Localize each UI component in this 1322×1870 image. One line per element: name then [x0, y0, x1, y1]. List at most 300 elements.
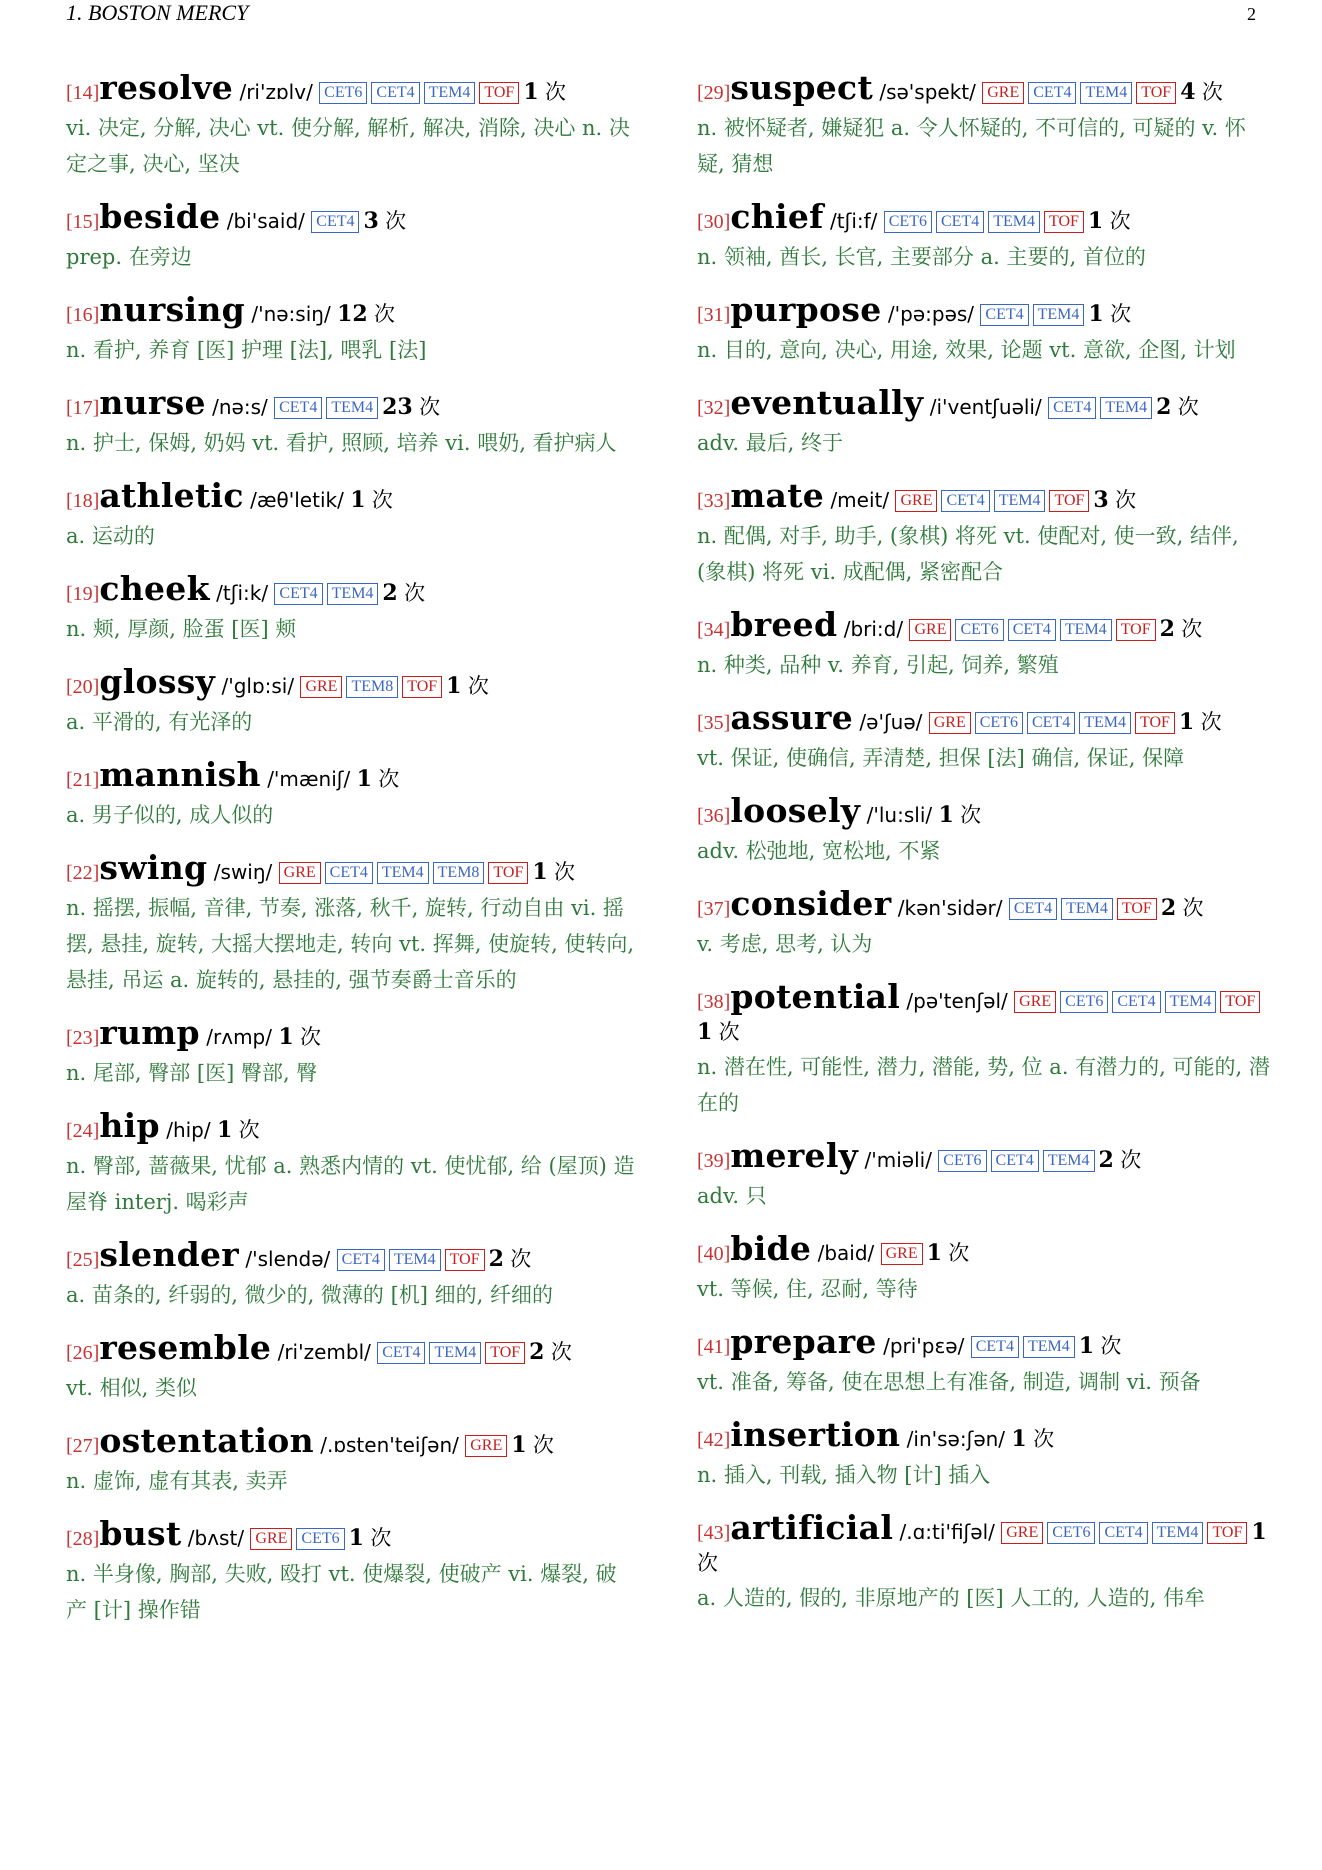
exam-tag: TOF: [1049, 490, 1089, 512]
headword-line: [697, 1322, 1270, 1362]
definition: n. 配偶, 对手, 助手, (象棋) 将死 vt. 使配对, 使一致, 结伴, (象棋) 将死 vi. 成配偶, 紧密配合: [697, 524, 1239, 584]
left-column: [66, 68, 636, 1628]
headword-line: [697, 1136, 1270, 1176]
definition: vt. 等候, 住, 忍耐, 等待: [697, 1277, 918, 1301]
headword: resemble: [99, 1328, 272, 1367]
word-entry: [697, 383, 1270, 461]
headword-line: [697, 605, 1270, 645]
exam-tag: TEM4: [1060, 619, 1112, 641]
headword-line: [66, 1013, 636, 1053]
word-entry: [66, 1235, 636, 1313]
exam-tag: TEM4: [1023, 1336, 1075, 1358]
exam-tag: CET4: [1028, 82, 1076, 104]
definition: prep. 在旁边: [66, 245, 192, 269]
headword-line: [66, 662, 636, 702]
exam-tag: TOF: [1220, 991, 1260, 1013]
exam-tag: TOF: [445, 1249, 485, 1271]
headword: mannish: [99, 755, 261, 794]
exam-tag: CET4: [337, 1249, 385, 1271]
headword: hip: [99, 1106, 160, 1145]
definition: adv. 松弛地, 宽松地, 不紧: [697, 839, 941, 863]
definition: n. 领袖, 酋长, 长官, 主要部分 a. 主要的, 首位的: [697, 245, 1146, 269]
phonetic: /meit/: [830, 488, 890, 512]
headword-line: [66, 848, 636, 888]
definition: n. 被怀疑者, 嫌疑犯 a. 令人怀疑的, 不可信的, 可疑的 v. 怀疑, 猜想: [697, 116, 1246, 176]
phonetic: /'slendə/: [245, 1247, 331, 1271]
count-unit: 次: [404, 581, 426, 605]
exam-tag: CET4: [274, 397, 322, 419]
phonetic: /bri:d/: [843, 617, 904, 641]
word-entry: [697, 68, 1270, 182]
phonetic: /tʃi:f/: [830, 209, 878, 233]
exam-tag: TOF: [1135, 712, 1175, 734]
headword: merely: [730, 1136, 859, 1175]
phonetic: /ə'ʃuə/: [859, 710, 923, 734]
headword-line: [66, 569, 636, 609]
exam-tag: CET4: [971, 1336, 1019, 1358]
entry-index: [25]: [66, 1249, 100, 1271]
exam-tag: TEM4: [1152, 1522, 1204, 1544]
phonetic: /ri'zɒlv/: [239, 80, 313, 104]
headword-line: [66, 1328, 636, 1368]
headword: cheek: [99, 569, 210, 608]
phonetic: /'miəli/: [864, 1148, 932, 1172]
headword: resolve: [99, 68, 234, 107]
count-unit: 次: [371, 488, 393, 512]
headword-line: [697, 290, 1270, 330]
exam-tag: TEM4: [389, 1249, 441, 1271]
entry-index: [22]: [66, 862, 100, 884]
headword-line: [697, 884, 1270, 924]
headword-line: [66, 197, 636, 237]
occurrence-count: 2: [1160, 895, 1177, 921]
entry-index: [33]: [697, 490, 731, 512]
word-entry: [66, 68, 636, 182]
exam-tag: TOF: [488, 862, 528, 884]
exam-tag: TOF: [1117, 898, 1157, 920]
occurrence-count: 1: [1011, 1426, 1027, 1452]
occurrence-count: 1: [697, 1019, 713, 1045]
headword: prepare: [730, 1322, 877, 1361]
occurrence-count: 1: [216, 1117, 233, 1143]
definition: n. 目的, 意向, 决心, 用途, 效果, 论题 vt. 意欲, 企图, 计划: [697, 338, 1236, 362]
headword: purpose: [730, 290, 882, 329]
exam-tag: CET4: [1009, 898, 1057, 920]
word-entry: [66, 1514, 636, 1628]
definition: vt. 保证, 使确信, 弄清楚, 担保 [法] 确信, 保证, 保障: [697, 746, 1185, 770]
word-entry: [66, 383, 636, 461]
definition: n. 颊, 厚颜, 脸蛋 [医] 颊: [66, 617, 297, 641]
exam-tag: CET6: [884, 211, 932, 233]
occurrence-count: 1: [350, 487, 366, 513]
exam-tag: TEM4: [1079, 712, 1131, 734]
count-unit: 次: [697, 1551, 718, 1575]
exam-tag: CET6: [319, 82, 367, 104]
headword: bide: [730, 1229, 812, 1268]
headword-line: [697, 698, 1270, 738]
exam-tag: CET4: [371, 82, 419, 104]
count-unit: 次: [1110, 302, 1132, 326]
headword: glossy: [99, 662, 216, 701]
entry-index: [31]: [697, 304, 731, 326]
exam-tag: TEM4: [327, 583, 379, 605]
entry-index: [26]: [66, 1342, 100, 1364]
phonetic: /tʃi:k/: [216, 581, 269, 605]
exam-tag: TEM4: [1033, 304, 1085, 326]
exam-tag: CET6: [975, 712, 1023, 734]
exam-tag: CET4: [325, 862, 373, 884]
headword: consider: [730, 884, 892, 923]
exam-tag: CET4: [936, 211, 984, 233]
occurrence-count: 4: [1180, 79, 1196, 105]
occurrence-count: 1: [1178, 709, 1195, 735]
exam-tag: GRE: [881, 1243, 923, 1265]
occurrence-count: 1: [532, 859, 548, 885]
entry-index: [27]: [66, 1435, 100, 1457]
headword: beside: [99, 197, 221, 236]
phonetic: /i'ventʃuəli/: [929, 395, 1042, 419]
word-entry: [66, 569, 636, 647]
count-unit: 次: [554, 860, 576, 884]
count-unit: 次: [545, 80, 566, 104]
exam-tag: CET6: [1047, 1522, 1095, 1544]
phonetic: /hip/: [166, 1118, 211, 1142]
headword: ostentation: [99, 1421, 314, 1460]
entry-index: [15]: [66, 211, 100, 233]
count-unit: 次: [1115, 488, 1137, 512]
occurrence-count: 12: [337, 301, 368, 327]
definition: n. 摇摆, 振幅, 音律, 节奏, 涨落, 秋千, 旋转, 行动自由 vi. 摇摆, 悬挂, 旋转, 大摇大摆地走, 转向 vt. 挥舞, 使旋转, 使转向, 悬挂, 吊运 a. 旋转的, 悬挂的, 强节奏爵士音乐的: [66, 896, 635, 992]
count-unit: 次: [1200, 710, 1222, 734]
occurrence-count: 1: [926, 1240, 942, 1266]
count-unit: 次: [374, 302, 396, 326]
headword: swing: [99, 848, 208, 887]
entry-index: [35]: [697, 712, 731, 734]
definition: n. 看护, 养育 [医] 护理 [法], 喂乳 [法]: [66, 338, 427, 362]
definition: n. 虚饰, 虚有其表, 卖弄: [66, 1469, 288, 1493]
word-entry: [697, 605, 1270, 683]
entry-index: [16]: [66, 304, 100, 326]
entry-index: [14]: [66, 82, 100, 104]
headword: suspect: [730, 68, 873, 107]
entry-index: [21]: [66, 769, 100, 791]
entry-index: [40]: [697, 1243, 731, 1265]
word-entry: [697, 197, 1270, 275]
exam-tag: CET4: [311, 211, 359, 233]
occurrence-count: 1: [278, 1024, 294, 1050]
word-entry: [697, 791, 1270, 869]
exam-tag: CET4: [1008, 619, 1056, 641]
count-unit: 次: [378, 767, 400, 791]
definition: a. 人造的, 假的, 非原地产的 [医] 人工的, 人造的, 伟牟: [697, 1586, 1206, 1610]
entry-index: [29]: [697, 82, 731, 104]
exam-tag: GRE: [1014, 991, 1056, 1013]
occurrence-count: 2: [1098, 1147, 1114, 1173]
headword-line: [66, 290, 636, 330]
word-entry: [66, 1106, 636, 1220]
headword: bust: [99, 1514, 182, 1553]
count-unit: 次: [1182, 896, 1204, 920]
definition: n. 种类, 品种 v. 养育, 引起, 饲养, 繁殖: [697, 653, 1059, 677]
count-unit: 次: [1033, 1427, 1055, 1451]
count-unit: 次: [467, 674, 489, 698]
occurrence-count: 1: [356, 766, 372, 792]
word-entry: [66, 197, 636, 275]
entry-index: [43]: [697, 1522, 731, 1544]
phonetic: /æθ'letik/: [250, 488, 344, 512]
entry-index: [38]: [697, 991, 731, 1013]
headword-line: [697, 1415, 1270, 1455]
phonetic: /pə'tenʃəl/: [906, 989, 1008, 1013]
exam-tag: TOF: [1207, 1522, 1247, 1544]
headword-line: [697, 977, 1270, 1047]
count-unit: 次: [1109, 209, 1131, 233]
entry-index: [34]: [697, 619, 731, 641]
exam-tag: TEM4: [1165, 991, 1217, 1013]
phonetic: /'glɒ:si/: [221, 674, 295, 698]
phonetic: /baid/: [817, 1241, 875, 1265]
headword-line: [697, 68, 1270, 108]
exam-tag: TEM4: [1080, 82, 1132, 104]
definition: vt. 相似, 类似: [66, 1376, 198, 1400]
occurrence-count: 1: [1088, 301, 1104, 327]
exam-tag: GRE: [982, 82, 1024, 104]
count-unit: 次: [1201, 80, 1223, 104]
word-entry: [66, 476, 636, 554]
headword-line: [66, 1106, 636, 1146]
occurrence-count: 1: [1078, 1333, 1095, 1359]
count-unit: 次: [550, 1340, 572, 1364]
count-unit: 次: [1120, 1148, 1142, 1172]
definition: n. 半身像, 胸部, 失败, 殴打 vt. 使爆裂, 使破产 vi. 爆裂, 破产 [计] 操作错: [66, 1562, 617, 1622]
exam-tag: TOF: [479, 82, 519, 104]
exam-tag: GRE: [929, 712, 971, 734]
word-entry: [66, 1421, 636, 1499]
exam-tag: GRE: [250, 1528, 292, 1550]
word-entry: [697, 977, 1270, 1121]
count-unit: 次: [1100, 1334, 1122, 1358]
entry-index: [41]: [697, 1336, 731, 1358]
occurrence-count: 2: [1159, 616, 1175, 642]
exam-tag: TEM4: [377, 862, 429, 884]
entry-index: [20]: [66, 676, 100, 698]
entry-index: [28]: [66, 1528, 100, 1550]
phonetic: /in'sə:ʃən/: [906, 1427, 1006, 1451]
definition: a. 男子似的, 成人似的: [66, 803, 274, 827]
exam-tag: TOF: [1136, 82, 1176, 104]
headword-line: [697, 1508, 1270, 1578]
word-entry: [66, 1328, 636, 1406]
headword: slender: [99, 1235, 239, 1274]
headword: nursing: [99, 290, 245, 329]
headword-line: [697, 197, 1270, 237]
exam-tag: CET6: [938, 1150, 986, 1172]
word-entry: [697, 290, 1270, 368]
occurrence-count: 2: [529, 1339, 545, 1365]
count-unit: 次: [510, 1247, 532, 1271]
occurrence-count: 1: [446, 673, 462, 699]
exam-tag: GRE: [300, 676, 342, 698]
word-entry: [66, 662, 636, 740]
headword: nurse: [99, 383, 206, 422]
count-unit: 次: [300, 1025, 322, 1049]
occurrence-count: 2: [488, 1246, 504, 1272]
definition: adv. 最后, 终于: [697, 431, 844, 455]
exam-tag: CET4: [941, 490, 989, 512]
word-entry: [697, 1415, 1270, 1493]
exam-tag: GRE: [465, 1435, 507, 1457]
exam-tag: GRE: [909, 619, 951, 641]
entry-index: [24]: [66, 1120, 100, 1142]
entry-index: [37]: [697, 898, 731, 920]
headword: rump: [99, 1013, 200, 1052]
entry-index: [36]: [697, 805, 731, 827]
exam-tag: TOF: [485, 1342, 525, 1364]
exam-tag: CET4: [377, 1342, 425, 1364]
word-entry: [66, 755, 636, 833]
exam-tag: TOF: [1044, 211, 1084, 233]
entry-index: [30]: [697, 211, 731, 233]
word-entry: [697, 884, 1270, 962]
headword: athletic: [99, 476, 244, 515]
entry-index: [19]: [66, 583, 100, 605]
headword: mate: [730, 476, 825, 515]
entry-index: [32]: [697, 397, 731, 419]
exam-tag: TEM4: [424, 82, 476, 104]
entry-index: [18]: [66, 490, 100, 512]
occurrence-count: 1: [348, 1525, 364, 1551]
word-entry: [66, 290, 636, 368]
exam-tag: TEM8: [433, 862, 485, 884]
headword-line: [66, 1421, 636, 1461]
exam-tag: TOF: [1116, 619, 1156, 641]
count-unit: 次: [370, 1526, 392, 1550]
occurrence-count: 3: [1093, 487, 1109, 513]
phonetic: /'mæniʃ/: [267, 767, 351, 791]
entry-index: [17]: [66, 397, 100, 419]
exam-tag: CET4: [274, 583, 322, 605]
exam-tag: TEM8: [346, 676, 398, 698]
definition: n. 护士, 保姆, 奶妈 vt. 看护, 照顾, 培养 vi. 喂奶, 看护病人: [66, 431, 617, 455]
phonetic: /kən'sidər/: [897, 896, 1003, 920]
word-entry: [66, 848, 636, 998]
headword: loosely: [730, 791, 861, 830]
headword: potential: [730, 977, 901, 1016]
exam-tag: TEM4: [988, 211, 1040, 233]
definition: a. 苗条的, 纤弱的, 微少的, 微薄的 [机] 细的, 纤细的: [66, 1283, 554, 1307]
headword-line: [697, 476, 1270, 516]
word-entry: [697, 698, 1270, 776]
phonetic: /'pə:pəs/: [887, 302, 975, 326]
phonetic: /.ɑ:ti'fiʃəl/: [899, 1520, 995, 1544]
headword-line: [66, 68, 636, 108]
page-number: 2: [1247, 4, 1256, 24]
word-entry: [697, 1508, 1270, 1616]
phonetic: /bi'said/: [226, 209, 305, 233]
definition: vi. 决定, 分解, 决心 vt. 使分解, 解析, 解决, 消除, 决心 n. 决定之事, 决心, 坚决: [66, 116, 630, 176]
headword: chief: [730, 197, 824, 236]
headword-line: [66, 1514, 636, 1554]
headword-line: [697, 1229, 1270, 1269]
page-header: [66, 0, 1256, 28]
phonetic: /swiŋ/: [213, 860, 273, 884]
exam-tag: CET6: [1060, 991, 1108, 1013]
count-unit: 次: [960, 803, 982, 827]
exam-tag: CET4: [980, 304, 1028, 326]
exam-tag: CET4: [1048, 397, 1096, 419]
phonetic: /.ɒsten'teiʃən/: [320, 1433, 459, 1457]
headword-line: [697, 383, 1270, 423]
exam-tag: CET4: [991, 1150, 1039, 1172]
exam-tag: CET4: [1112, 991, 1160, 1013]
occurrence-count: 23: [382, 394, 413, 420]
definition: v. 考虑, 思考, 认为: [697, 932, 873, 956]
exam-tag: TEM4: [994, 490, 1046, 512]
occurrence-count: 1: [523, 79, 539, 105]
page-title: 1. BOSTON MERCY: [66, 0, 249, 25]
count-unit: 次: [532, 1433, 554, 1457]
exam-tag: GRE: [895, 490, 937, 512]
count-unit: 次: [385, 209, 407, 233]
definition: n. 插入, 刊载, 插入物 [计] 插入: [697, 1463, 991, 1487]
headword: insertion: [730, 1415, 901, 1454]
count-unit: 次: [948, 1241, 970, 1265]
headword-line: [66, 476, 636, 516]
headword: eventually: [730, 383, 924, 422]
phonetic: /rʌmp/: [206, 1025, 272, 1049]
count-unit: 次: [419, 395, 441, 419]
word-entry: [697, 1322, 1270, 1400]
occurrence-count: 2: [382, 580, 398, 606]
count-unit: 次: [238, 1118, 260, 1142]
occurrence-count: 1: [1087, 208, 1104, 234]
exam-tag: CET6: [296, 1528, 344, 1550]
count-unit: 次: [1177, 395, 1199, 419]
headword: assure: [730, 698, 854, 737]
count-unit: 次: [718, 1020, 740, 1044]
phonetic: /sə'spekt/: [879, 80, 976, 104]
phonetic: /ri'zembl/: [277, 1340, 371, 1364]
exam-tag: TEM4: [1100, 397, 1152, 419]
phonetic: /'lu:sli/: [866, 803, 933, 827]
definition: vt. 准备, 筹备, 使在思想上有准备, 制造, 调制 vi. 预备: [697, 1370, 1201, 1394]
word-entry: [66, 1013, 636, 1091]
definition: a. 运动的: [66, 524, 155, 548]
exam-tag: TEM4: [326, 397, 378, 419]
definition: n. 潜在性, 可能性, 潜力, 潜能, 势, 位 a. 有潜力的, 可能的, 潜在的: [697, 1055, 1270, 1115]
phonetic: /bʌst/: [187, 1526, 245, 1550]
headword-line: [697, 791, 1270, 831]
word-entry: [697, 1229, 1270, 1307]
headword-line: [66, 755, 636, 795]
entry-index: [23]: [66, 1027, 100, 1049]
occurrence-count: 1: [938, 802, 954, 828]
exam-tag: TEM4: [429, 1342, 481, 1364]
occurrence-count: 1: [1251, 1519, 1267, 1545]
entry-index: [39]: [697, 1150, 731, 1172]
exam-tag: GRE: [279, 862, 321, 884]
occurrence-count: 2: [1156, 394, 1172, 420]
exam-tag: TOF: [402, 676, 442, 698]
occurrence-count: 3: [363, 208, 379, 234]
exam-tag: TEM4: [1061, 898, 1113, 920]
definition: a. 平滑的, 有光泽的: [66, 710, 253, 734]
exam-tag: CET4: [1027, 712, 1075, 734]
definition: n. 臀部, 蔷薇果, 忧郁 a. 熟悉内情的 vt. 使忧郁, 给 (屋顶) 造屋脊 interj. 喝彩声: [66, 1154, 635, 1214]
headword-line: [66, 1235, 636, 1275]
occurrence-count: 1: [511, 1432, 527, 1458]
word-entry: [697, 1136, 1270, 1214]
